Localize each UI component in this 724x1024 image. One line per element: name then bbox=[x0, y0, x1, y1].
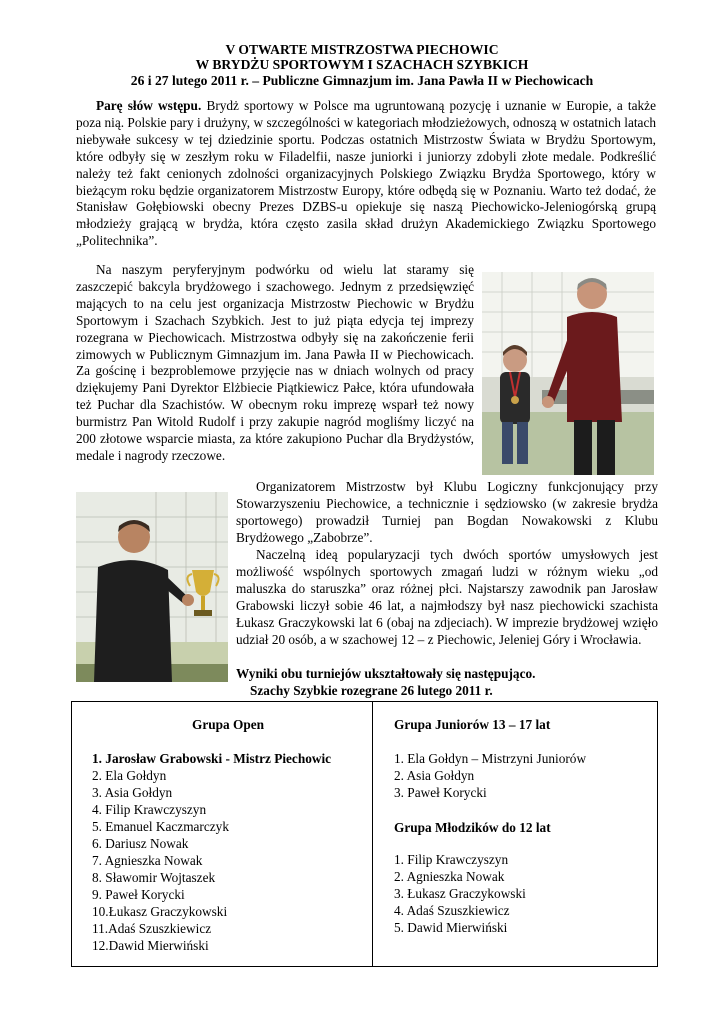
table-divider bbox=[372, 702, 373, 966]
paragraph-history: Na naszym peryferyjnym podwórku od wielu lat staramy się zaszczepić bakcyla brydżowego i szachowego. Jednym z przedsięwzięć mających to na celu jest organizacja Mistrzostw Piechowic w Brydżu Sportowym i Szachach Szybkich. Jest to już piąta edycja tej imprezy rozegrana w Piechowicach. Mistrzostwa odbyły się na zakończenie ferii zimowych w Publicznym Gimnazjum im. Jana Pawła II w Piechowicach. Za gościnę i bezproblemowe przyjęcie nas w dniach wolnych od pracy dziękujemy Pani Dyrektor Elżbiecie Piątkiewicz Pałce, która ufundowała też Puchar dla Szachistów. W obecnym roku imprezę wsparł też nowy burmistrz Pan Witold Rudolf i przy zakupie nagród mogliśmy liczyć na 200 złotowe wsparcie miasta, za które zakupiono Puchar dla Brydżystów, medale i nagrody rzeczowe. bbox=[76, 262, 474, 463]
title-line-1: V OTWARTE MISTRZOSTWA PIECHOWIC bbox=[225, 42, 499, 57]
list-item: 1. Ela Gołdyn – Mistrzyni Juniorów bbox=[394, 751, 587, 766]
list-item: 9. Paweł Korycki bbox=[92, 887, 185, 902]
intro-paragraph bbox=[76, 98, 656, 250]
title-line-2: W BRYDŻU SPORTOWYM I SZACHACH SZYBKICH bbox=[195, 57, 529, 72]
intro-lead: Parę słów wstępu. bbox=[96, 98, 202, 113]
group-juniors-list bbox=[394, 750, 586, 801]
list-item: 3. Łukasz Graczykowski bbox=[394, 886, 526, 901]
photo-trophy bbox=[76, 492, 228, 682]
list-item: 7. Agnieszka Nowak bbox=[92, 853, 203, 868]
title-line-3: 26 i 27 lutego 2011 r. – Publiczne Gimnazjum im. Jana Pawła II w Piechowicach bbox=[130, 73, 594, 88]
chess-heading: Szachy Szybkie rozegrane 26 lutego 2011 r. bbox=[250, 683, 493, 698]
list-item: 10.Łukasz Graczykowski bbox=[92, 904, 228, 919]
group-juniors-title: Grupa Juniorów 13 – 17 lat bbox=[394, 717, 551, 732]
paragraph-idea: Naczelną ideą popularyzacji tych dwóch sportów umysłowych jest możliwość wspólnych sportowych zmagań ludzi w różnym wieku „od maluszka do staruszka” oraz różnej płci. Najstarszy zawodnik pan Jarosław Grabowski liczył sobie 46 lat, a najmłodszy był nasz piechowicki szachista Łukasz Graczykowski lat 6 (obaj na zdjeciach). W imprezie brydżowej wzięło udział 20 osób, a w szachowej 12 – z Piechowic, Jeleniej Góry i Wrocławia. bbox=[236, 547, 658, 647]
list-item: 2. Asia Gołdyn bbox=[394, 768, 475, 783]
group-youth-list bbox=[394, 851, 526, 936]
list-item: 11.Adaś Szuszkiewicz bbox=[92, 921, 212, 936]
list-item: 5. Emanuel Kaczmarczyk bbox=[92, 819, 229, 834]
list-item: 4. Adaś Szuszkiewicz bbox=[394, 903, 510, 918]
list-item: 8. Sławomir Wojtaszek bbox=[92, 870, 216, 885]
list-item: 2. Ela Gołdyn bbox=[92, 768, 167, 783]
group-open-list bbox=[92, 750, 331, 954]
paragraph-organizers: Organizatorem Mistrzostw był Klubu Logiczny funkcjonujący przy Stowarzyszeniu Piechowice, a technicznie i sędziowsko (w zakresie brydża sportowego) prowadził Turniej pan Bogdan Nowakowski z Klubu Brydżowego „Zabobrze”. bbox=[236, 479, 658, 545]
list-item: 4. Filip Krawczyszyn bbox=[92, 802, 207, 817]
list-item: 6. Dariusz Nowak bbox=[92, 836, 189, 851]
photo-medal-ceremony bbox=[482, 272, 654, 475]
list-item: 2. Agnieszka Nowak bbox=[394, 869, 505, 884]
list-item: 1. Filip Krawczyszyn bbox=[394, 852, 509, 867]
results-heading: Wyniki obu turniejów ukształtowały się następująco. bbox=[236, 666, 536, 681]
results-table bbox=[71, 701, 658, 967]
group-youth-title: Grupa Młodzików do 12 lat bbox=[394, 820, 551, 835]
group-open-title: Grupa Open bbox=[192, 717, 265, 732]
list-item: 5. Dawid Mierwiński bbox=[394, 920, 508, 935]
list-item: 12.Dawid Mierwiński bbox=[92, 938, 209, 953]
list-item: 1. Jarosław Grabowski - Mistrz Piechowic bbox=[92, 751, 332, 766]
list-item: 3. Paweł Korycki bbox=[394, 785, 487, 800]
intro-text: Brydż sportowy w Polsce ma ugruntowaną pozycję i uznanie w Europie, a także poza nią. Polskie pary i drużyny, w szczególności w kategoriach młodzieżowych, odnoszą w ostatnich latach niebywałe sukcesy w tej dziedzinie sportu. Podczas ostatnich Mistrzostw Świata w Brydżu Sportowym, które odbyły się w zeszłym roku w Filadelfii, nasze juniorki i juniorzy zdobyli złote medale. Podkreślić należy też fakt cenionych zdolności organizacyjnych Polskiego Związku Brydża Sportowego, który w bieżącym roku będzie organizatorem Mistrzostw Europy, które odbędą się w Poznaniu. Warto też dodać, że Stanisław Gołębiowski obecny Prezes DZBS-u opiekuje się naszą Piechowicko-Jeleniogórską grupą młodzieży grającą w brydża, która często zasila skład drużyn Akademickiego Związku Sportowego „Politechnika”. bbox=[76, 98, 656, 249]
list-item: 3. Asia Gołdyn bbox=[92, 785, 173, 800]
